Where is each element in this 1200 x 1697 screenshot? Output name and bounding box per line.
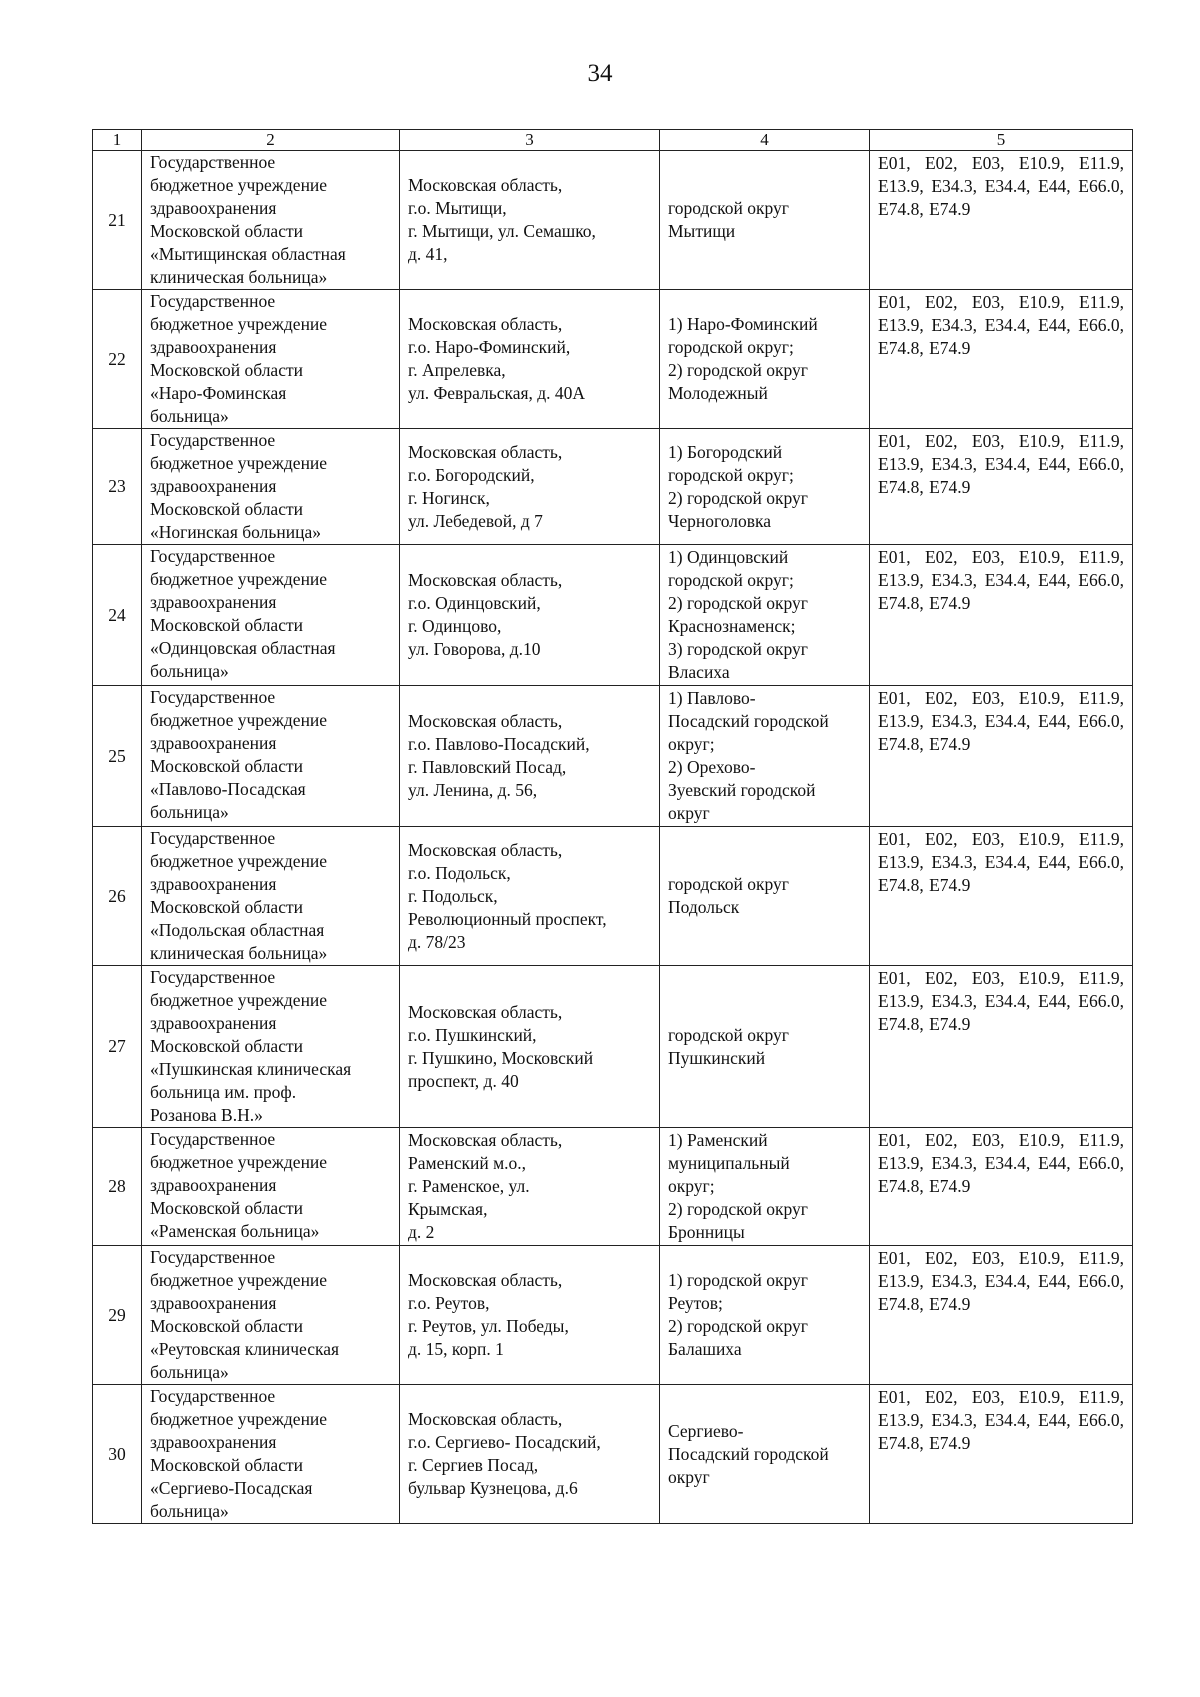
institution-name-line: бюджетное учреждение (150, 851, 328, 871)
institution-address-line: г. Раменское, ул. (408, 1176, 530, 1196)
service-district-line: округ (668, 1466, 710, 1487)
institution-name-line: здравоохранения (150, 198, 277, 218)
service-district-line: Балашиха (668, 1339, 742, 1359)
service-district-line: Реутов; (668, 1293, 723, 1313)
service-district-line: 1) Павлово- (668, 688, 756, 708)
institution-name-line: здравоохранения (150, 337, 277, 357)
institution-name-line: бюджетное учреждение (150, 1409, 328, 1429)
service-district-line: городской округ (668, 874, 789, 894)
institution-name-line: Московской области (150, 1316, 303, 1336)
service-district-line: Пушкинский (668, 1047, 766, 1068)
service-district-line: городской округ; (668, 464, 794, 485)
header-col-4: 4 (660, 130, 870, 151)
header-col-5: 5 (870, 130, 1133, 151)
institution-name-line: Государственное (150, 291, 276, 311)
service-district-line: 1) Одинцовский (668, 547, 789, 567)
institution-name-line: бюджетное учреждение (150, 1152, 328, 1172)
institution-address (400, 686, 660, 827)
service-district (660, 1385, 870, 1524)
institution-address-line: Московская область, (408, 314, 563, 334)
diagnosis-codes: E01, E02, E03, E10.9, E11.9, E13.9, E34.3, E34.4, E44, E66.0, E74.8, E74.9 (870, 545, 1133, 686)
table-header-row (93, 130, 1133, 151)
institution-name (142, 686, 400, 827)
institution-name-line: Государственное (150, 152, 276, 172)
institution-name-line: Государственное (150, 1247, 276, 1267)
institution-address (400, 1385, 660, 1524)
institution-address-line: г.о. Богородский, (408, 464, 535, 485)
service-district-line: округ; (668, 1176, 715, 1196)
institution-name-line: Государственное (150, 967, 276, 987)
institution-name-line: клиническая больница» (150, 267, 328, 287)
institution-name-line: Государственное (150, 1386, 276, 1406)
institution-address-line: Революционный проспект, (408, 908, 607, 929)
service-district-line: 1) Раменский (668, 1130, 768, 1150)
table-row (93, 1246, 1133, 1385)
service-district-line: городской округ (668, 198, 789, 218)
institution-address-line: ул. Говорова, д.10 (408, 639, 541, 659)
institution-name-line: здравоохранения (150, 1432, 277, 1452)
institution-name-line: «Ногинская больница» (150, 522, 321, 542)
institution-name-line: больница» (150, 802, 229, 822)
institution-name (142, 966, 400, 1128)
service-district-line: 1) Богородский (668, 441, 783, 462)
institution-name (142, 151, 400, 290)
service-district (660, 1128, 870, 1246)
header-col-1: 1 (93, 130, 142, 151)
diagnosis-codes: E01, E02, E03, E10.9, E11.9, E13.9, E34.3, E34.4, E44, E66.0, E74.8, E74.9 (870, 429, 1133, 545)
service-district-line: Посадский городской (668, 711, 829, 731)
page-number: 34 (587, 60, 613, 87)
row-number: 25 (93, 686, 142, 827)
institution-name-line: бюджетное учреждение (150, 314, 328, 334)
institution-name-line: Государственное (150, 1129, 276, 1149)
institution-name-line: Московской области (150, 221, 303, 241)
institution-name-line: Государственное (150, 687, 276, 707)
service-district-line: 2) городской округ (668, 593, 808, 613)
service-district-line: 2) городской округ (668, 1199, 808, 1219)
institution-address-line: Московская область, (408, 1270, 563, 1290)
institution-address-line: г.о. Подольск, (408, 862, 511, 883)
institution-name-line: Московской области (150, 1198, 303, 1218)
institution-name-line: «Раменская больница» (150, 1221, 320, 1241)
institution-name-line: Государственное (150, 546, 276, 566)
institution-address-line: г. Подольск, (408, 885, 498, 906)
diagnosis-codes: E01, E02, E03, E10.9, E11.9, E13.9, E34.3, E34.4, E44, E66.0, E74.8, E74.9 (870, 827, 1133, 966)
institution-address-line: Московская область, (408, 441, 563, 462)
institution-address-line: г. Павловский Посад, (408, 757, 567, 777)
institution-name-line: здравоохранения (150, 1293, 277, 1313)
table-row (93, 827, 1133, 966)
institution-address (400, 429, 660, 545)
institution-name-line: «Подольская областная (150, 920, 325, 940)
institution-address-line: г.о. Наро-Фоминский, (408, 337, 571, 357)
institution-address (400, 827, 660, 966)
institution-name (142, 290, 400, 429)
institution-address-line: Раменский м.о., (408, 1153, 527, 1173)
institution-name (142, 545, 400, 686)
service-district (660, 545, 870, 686)
institution-name-line: здравоохранения (150, 592, 277, 612)
institution-name-line: больница» (150, 1362, 229, 1382)
institution-name-line: Государственное (150, 430, 276, 450)
service-district-line: Бронницы (668, 1222, 745, 1242)
institution-name-line: Московской области (150, 615, 303, 635)
institution-address-line: проспект, д. 40 (408, 1070, 519, 1091)
institution-address-line: Московская область, (408, 1001, 563, 1022)
institution-name-line: бюджетное учреждение (150, 1270, 328, 1290)
row-number: 24 (93, 545, 142, 686)
institution-address (400, 545, 660, 686)
institution-name-line: Московской области (150, 1036, 303, 1056)
service-district-line: 2) Орехово- (668, 757, 756, 777)
table-row (93, 545, 1133, 686)
institution-name (142, 827, 400, 966)
institution-name-line: больница» (150, 406, 229, 426)
row-number: 27 (93, 966, 142, 1128)
institution-address-line: д. 78/23 (408, 931, 466, 952)
row-number: 29 (93, 1246, 142, 1385)
row-number: 28 (93, 1128, 142, 1246)
service-district-line: Посадский городской (668, 1443, 829, 1464)
institution-address-line: Московская область, (408, 711, 563, 731)
institution-address-line: г.о. Сергиево- Посадский, (408, 1432, 601, 1452)
institution-name (142, 429, 400, 545)
institution-name-line: больница» (150, 1501, 229, 1521)
institution-address-line: д. 2 (408, 1222, 435, 1242)
service-district-line: Черноголовка (668, 510, 772, 531)
service-district-line: городской округ; (668, 337, 794, 357)
table-row (93, 151, 1133, 290)
institution-name-line: бюджетное учреждение (150, 710, 328, 730)
institution-name (142, 1128, 400, 1246)
institution-name-line: бюджетное учреждение (150, 569, 328, 589)
diagnosis-codes: E01, E02, E03, E10.9, E11.9, E13.9, E34.3, E34.4, E44, E66.0, E74.8, E74.9 (870, 151, 1133, 290)
institution-address-line: г. Апрелевка, (408, 360, 506, 380)
institution-address-line: г. Мытищи, ул. Семашко, (408, 221, 596, 241)
service-district (660, 686, 870, 827)
row-number: 26 (93, 827, 142, 966)
institution-address-line: г.о. Пушкинский, (408, 1024, 537, 1045)
institution-name-line: больница им. проф. (150, 1082, 297, 1102)
institution-address-line: г. Одинцово, (408, 616, 502, 636)
service-district-line: округ (668, 803, 710, 823)
diagnosis-codes: E01, E02, E03, E10.9, E11.9, E13.9, E34.3, E34.4, E44, E66.0, E74.8, E74.9 (870, 966, 1133, 1128)
institution-address-line: бульвар Кузнецова, д.6 (408, 1478, 578, 1498)
institution-name-line: бюджетное учреждение (150, 453, 328, 473)
table-row (93, 966, 1133, 1128)
service-district (660, 290, 870, 429)
institution-name-line: «Одинцовская областная (150, 638, 336, 658)
service-district-line: городской округ; (668, 570, 794, 590)
table-row (93, 1128, 1133, 1246)
header-col-2: 2 (142, 130, 400, 151)
institution-name (142, 1385, 400, 1524)
institution-name-line: «Мытищинская областная (150, 244, 346, 264)
service-district (660, 966, 870, 1128)
service-district-line: 1) городской округ (668, 1270, 808, 1290)
institution-address-line: г. Пушкино, Московский (408, 1047, 594, 1068)
institution-address-line: д. 41, (408, 244, 448, 264)
institution-address-line: ул. Февральская, д. 40А (408, 383, 586, 403)
institution-name (142, 1246, 400, 1385)
diagnosis-codes: E01, E02, E03, E10.9, E11.9, E13.9, E34.3, E34.4, E44, E66.0, E74.8, E74.9 (870, 1385, 1133, 1524)
institution-name-line: здравоохранения (150, 733, 277, 753)
institution-address-line: Крымская, (408, 1199, 488, 1219)
institution-address (400, 966, 660, 1128)
institution-address-line: Московская область, (408, 1409, 563, 1429)
institution-name-line: «Пушкинская клиническая (150, 1059, 352, 1079)
institution-name-line: «Наро-Фоминская (150, 383, 287, 403)
institution-name-line: бюджетное учреждение (150, 175, 328, 195)
service-district-line: Молодежный (668, 383, 768, 403)
service-district-line: муниципальный (668, 1153, 790, 1173)
service-district-line: Подольск (668, 897, 740, 917)
institution-name-line: «Павлово-Посадская (150, 779, 306, 799)
service-district-line: Мытищи (668, 221, 736, 241)
service-district-line: 2) городской округ (668, 1316, 808, 1336)
service-district-line: Зуевский городской (668, 780, 816, 800)
service-district-line: 2) городской округ (668, 487, 808, 508)
institution-address-line: д. 15, корп. 1 (408, 1339, 504, 1359)
service-district-line: Сергиево- (668, 1420, 744, 1441)
institution-name-line: «Сергиево-Посадская (150, 1478, 313, 1498)
service-district (660, 1246, 870, 1385)
row-number: 22 (93, 290, 142, 429)
institution-name-line: «Реутовская клиническая (150, 1339, 340, 1359)
institution-address-line: г.о. Павлово-Посадский, (408, 734, 590, 754)
service-district-line: 2) городской округ (668, 360, 808, 380)
diagnosis-codes: E01, E02, E03, E10.9, E11.9, E13.9, E34.3, E34.4, E44, E66.0, E74.8, E74.9 (870, 1128, 1133, 1246)
institution-address-line: Московская область, (408, 570, 563, 590)
institution-address (400, 290, 660, 429)
institution-name-line: здравоохранения (150, 874, 277, 894)
institution-address (400, 151, 660, 290)
institution-name-line: бюджетное учреждение (150, 990, 328, 1010)
service-district (660, 429, 870, 545)
institution-address-line: ул. Ленина, д. 56, (408, 780, 538, 800)
institution-name-line: Московской области (150, 1455, 303, 1475)
table-row (93, 1385, 1133, 1524)
institution-name-line: Московской области (150, 756, 303, 776)
institution-address-line: г. Сергиев Посад, (408, 1455, 539, 1475)
service-district (660, 827, 870, 966)
service-district-line: округ; (668, 734, 715, 754)
service-district-line: городской округ (668, 1024, 789, 1045)
table-row (93, 429, 1133, 545)
institution-address-line: г. Ногинск, (408, 487, 490, 508)
service-district-line: Власиха (668, 662, 730, 682)
institution-address-line: г.о. Мытищи, (408, 198, 507, 218)
institution-address-line: Московская область, (408, 839, 563, 860)
institution-address-line: Московская область, (408, 175, 563, 195)
table-row (93, 290, 1133, 429)
header-col-3: 3 (400, 130, 660, 151)
institution-name-line: клиническая больница» (150, 943, 328, 963)
institution-name-line: Московской области (150, 360, 303, 380)
institution-name-line: Московской области (150, 499, 303, 519)
institution-name-line: Розанова В.Н.» (150, 1105, 263, 1125)
institution-name-line: здравоохранения (150, 476, 277, 496)
table-row (93, 686, 1133, 827)
institution-address (400, 1128, 660, 1246)
service-district-line: Краснознаменск; (668, 616, 796, 636)
service-district-line: 1) Наро-Фоминский (668, 314, 818, 334)
diagnosis-codes: E01, E02, E03, E10.9, E11.9, E13.9, E34.3, E34.4, E44, E66.0, E74.8, E74.9 (870, 1246, 1133, 1385)
institution-name-line: здравоохранения (150, 1175, 277, 1195)
row-number: 21 (93, 151, 142, 290)
service-district-line: 3) городской округ (668, 639, 808, 659)
service-district (660, 151, 870, 290)
institution-address (400, 1246, 660, 1385)
row-number: 30 (93, 1385, 142, 1524)
institution-address-line: г. Реутов, ул. Победы, (408, 1316, 569, 1336)
institution-name-line: больница» (150, 661, 229, 681)
institutions-table (92, 129, 1133, 1524)
institution-address-line: Московская область, (408, 1130, 563, 1150)
institution-name-line: Московской области (150, 897, 303, 917)
institution-name-line: Государственное (150, 828, 276, 848)
diagnosis-codes: E01, E02, E03, E10.9, E11.9, E13.9, E34.3, E34.4, E44, E66.0, E74.8, E74.9 (870, 686, 1133, 827)
row-number: 23 (93, 429, 142, 545)
institution-address-line: ул. Лебедевой, д 7 (408, 510, 543, 531)
institution-address-line: г.о. Реутов, (408, 1293, 490, 1313)
institution-address-line: г.о. Одинцовский, (408, 593, 541, 613)
diagnosis-codes: E01, E02, E03, E10.9, E11.9, E13.9, E34.3, E34.4, E44, E66.0, E74.8, E74.9 (870, 290, 1133, 429)
institution-name-line: здравоохранения (150, 1013, 277, 1033)
